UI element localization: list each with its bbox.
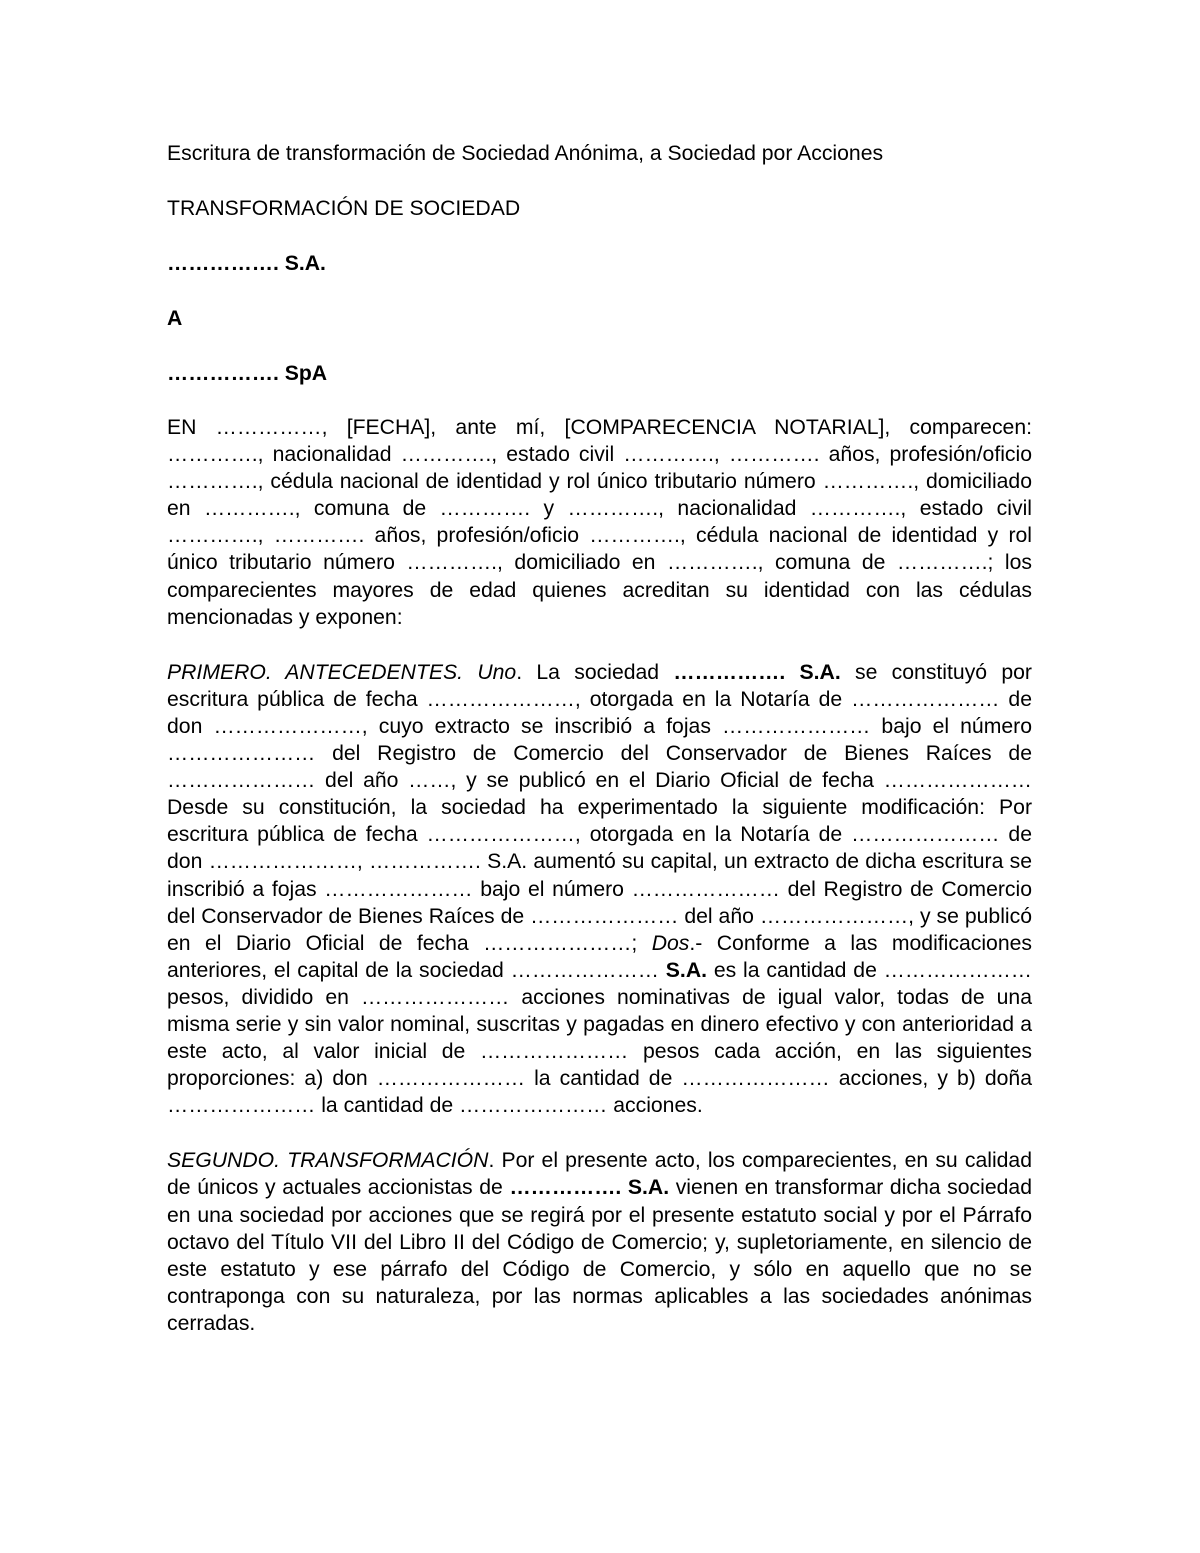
- document-title: Escritura de transformación de Sociedad Anónima, a Sociedad por Acciones: [167, 142, 884, 165]
- primero-sa-label: S.A.: [665, 958, 708, 982]
- primero-text-1: . La sociedad: [516, 660, 674, 684]
- segundo-label: SEGUNDO. TRANSFORMACIÓN: [167, 1149, 489, 1173]
- to-company-name: ……………. SpA: [167, 362, 328, 385]
- comparecencia-paragraph: EN ……………, [FECHA], ante mí, [COMPARECENCIA NOTARIAL], comparecen: …………., nacionalidad …………., estado civil …………., …………. años, profesión/oficio …………., cédula nacional de identidad y rol único tributario número …………., domiciliado en …………., comuna de …………. y …………., nacionalidad …………., estado civil …………., …………. años, profesión/oficio …………., cédula nacional de identidad y rol único tributario número …………., domiciliado en …………., comuna de ………….; los comparecientes mayores de edad quienes acreditan su identidad con las cédulas mencionadas y exponen:: [167, 416, 1032, 629]
- primero-paragraph: [167, 659, 1032, 1120]
- primero-text-3: .- Conforme a las modificaciones anteriores, el capital de la sociedad …………………: [167, 931, 1032, 982]
- uno-label: Uno: [477, 660, 517, 684]
- document-heading: TRANSFORMACIÓN DE SOCIEDAD: [167, 197, 521, 220]
- segundo-text-2: vienen en transformar dicha sociedad en una sociedad por acciones que se regirá por el presente estatuto social y por el Párrafo octavo del Título VII del Libro II del Código de Comercio; y, supletoriamente, en silencio de este estatuto y ese párrafo del Código de Comercio, y sólo en aquello que no se contraponga con su naturaleza, por las normas aplicables a las sociedades anónimas cerradas.: [167, 1176, 1032, 1335]
- segundo-text-1: . Por el presente acto, los comparecientes, en su calidad de únicos y actuales accionistas de: [167, 1149, 1032, 1200]
- primero-label: PRIMERO. ANTECEDENTES.: [167, 660, 464, 684]
- segundo-company: ……………. S.A.: [509, 1176, 670, 1200]
- primero-company: ……………. S.A.: [673, 660, 841, 684]
- primero-text-2: se constituyó por escritura pública de fecha …………………, otorgada en la Notaría de ………………… de don …………………, cuyo extracto se inscribió a fojas ………………… bajo el número ………………… del Registro de Comercio del Conservador de Bienes Raíces de ………………… del año ……, y se publicó en el Diario Oficial de fecha ………………… Desde su constitución, la sociedad ha experimentado la siguiente modificación: Por escritura pública de fecha …………………, otorgada en la Notaría de ………………… de don …………………, ……………. S.A. aumentó su capital, un extracto de dicha escritura se inscribió a fojas ………………… bajo el número ………………… del Registro de Comercio del Conservador de Bienes Raíces de ………………… del año …………………, y se publicó en el Diario Oficial de fecha …………………;: [167, 660, 1032, 955]
- dos-label: Dos: [651, 931, 690, 955]
- primero-text-4: es la cantidad de ………………… pesos, dividido en ………………… acciones nominativas de igual valor, todas de una misma serie y sin valor nominal, suscritas y pagadas en dinero efectivo y con anterioridad a este acto, al valor inicial de ………………… pesos cada acción, en las siguientes proporciones: a) don ………………… la cantidad de ………………… acciones, y b) doña ………………… la cantidad de ………………… acciones.: [167, 958, 1032, 1118]
- segundo-paragraph: [167, 1147, 1032, 1337]
- document-body: [167, 140, 1032, 1337]
- connector-a: A: [167, 307, 183, 330]
- from-company-name: ……………. S.A.: [167, 252, 326, 275]
